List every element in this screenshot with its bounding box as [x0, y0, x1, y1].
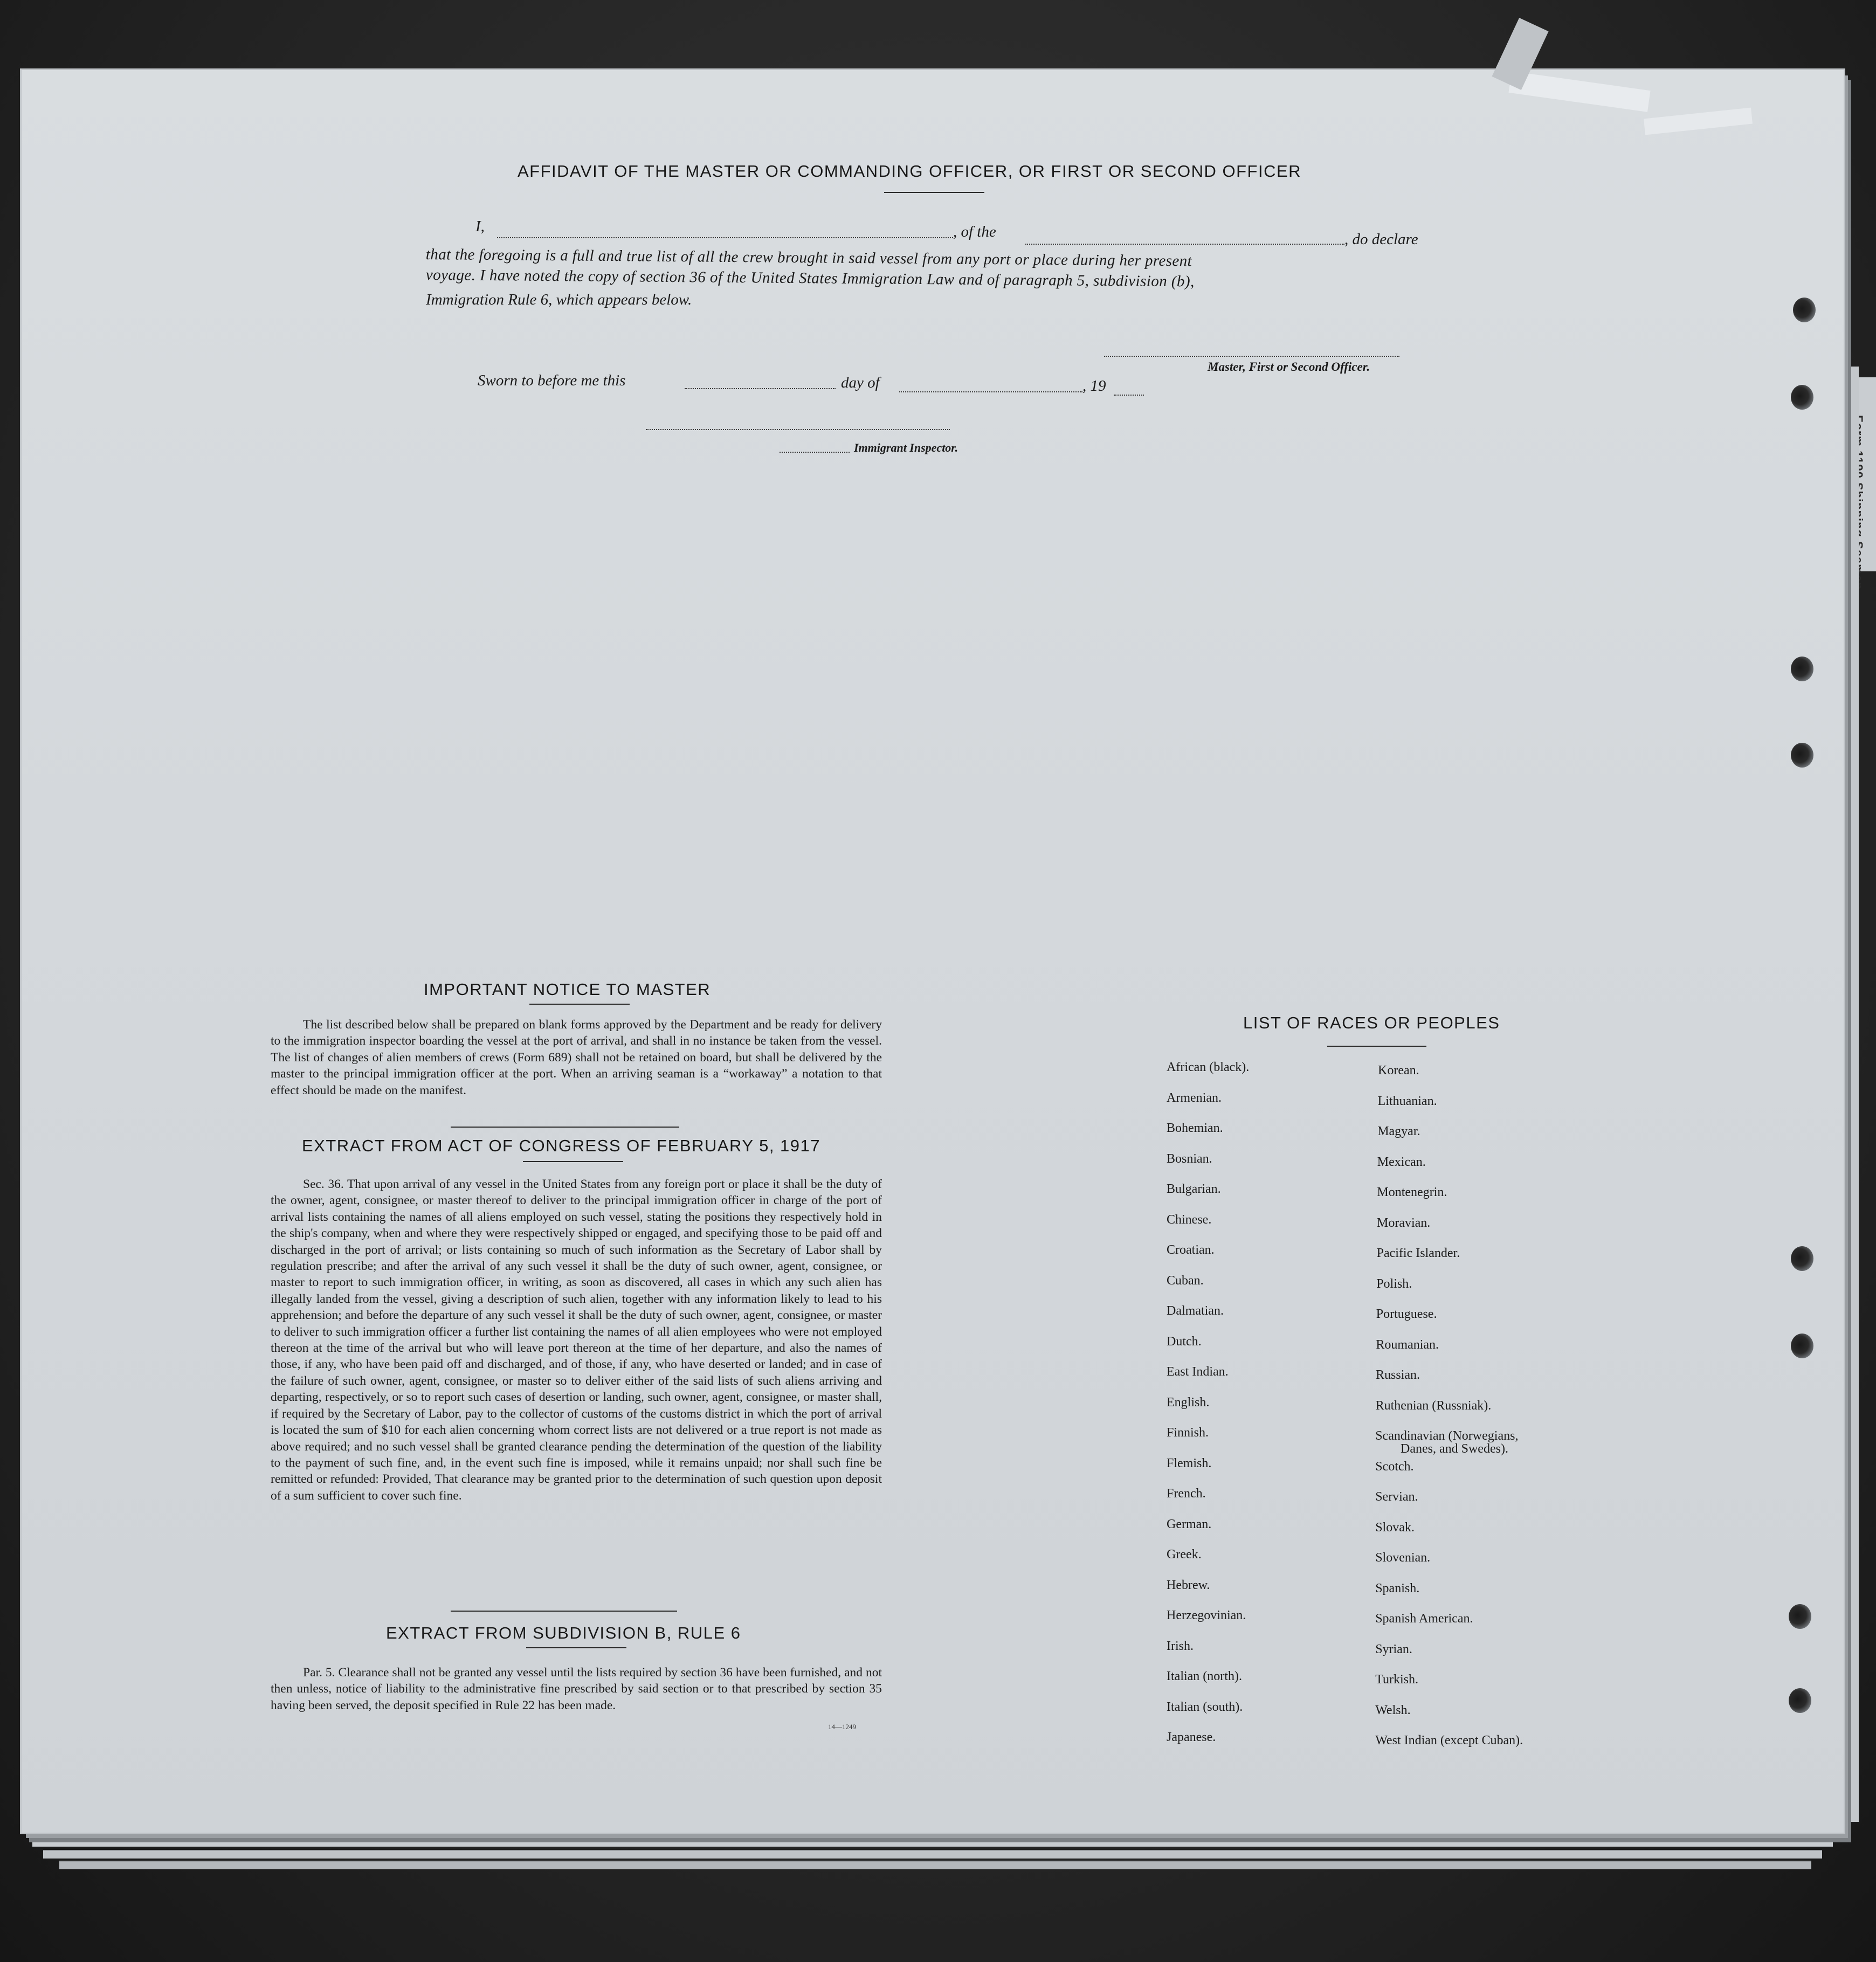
binder-hole	[1791, 657, 1813, 681]
day-of-label: day of	[841, 374, 880, 391]
race-entry: Slovenian.	[1375, 1551, 1431, 1565]
signature-blank-line	[1104, 356, 1399, 357]
race-entry: Flemish.	[1167, 1456, 1212, 1470]
binder-hole	[1791, 1246, 1813, 1271]
race-entry: Spanish.	[1375, 1581, 1420, 1595]
race-entry: German.	[1167, 1517, 1212, 1531]
race-entry: Scandinavian (Norwegians,	[1375, 1429, 1519, 1443]
race-entry: English.	[1167, 1395, 1210, 1410]
race-entry: Cuban.	[1167, 1273, 1204, 1288]
binder-hole	[1791, 385, 1813, 410]
affidavit-body-line-2: voyage. I have noted the copy of section 36 of the United States Immigration Law and of paragraph 5, subdivision (b),	[425, 266, 1195, 291]
binder-hole	[1791, 743, 1813, 768]
race-entry: Croatian.	[1167, 1243, 1215, 1257]
race-entry: Finnish.	[1167, 1426, 1209, 1440]
race-entry: Pacific Islander.	[1376, 1246, 1460, 1260]
inspector-short-line	[780, 452, 850, 453]
race-entry: Scotch.	[1375, 1459, 1414, 1474]
race-entry: African (black).	[1167, 1060, 1250, 1074]
vessel-blank-line	[1025, 244, 1344, 245]
race-entry: Syrian.	[1375, 1642, 1412, 1656]
race-entry: French.	[1167, 1487, 1206, 1501]
race-entry: Italian (north).	[1167, 1669, 1242, 1683]
race-entry: Polish.	[1376, 1276, 1412, 1291]
race-entry: Montenegrin.	[1377, 1185, 1447, 1199]
binder-hole	[1793, 298, 1816, 322]
act-title: EXTRACT FROM ACT OF CONGRESS OF FEBRUARY 5, 1917	[302, 1136, 821, 1155]
document-page	[22, 70, 1844, 1833]
name-blank-line	[497, 237, 953, 238]
act-text: Sec. 36. That upon arrival of any vessel in the United States from any foreign port or place it shall be the duty of the owner, agent, consignee, or master thereof to deliver to the principal immigration officer in charge of the port of arrival lists containing the names of all aliens employed on such vessel, stating the positions they respectively hold in the ship's company, when and where they were respectively shipped or engaged, and specifying those to be paid off and discharged in the port of arrival; or lists containing so much of such information as the Secretary of Labor shall by regulation prescribe; and after the arrival of any such vessel it shall be the duty of such owner, agent, consignee, or master to report to such immigration officer, in writing, as soon as discovered, all cases in which any such alien has illegally landed from the vessel, giving a description of such alien, together with any information likely to lead to his apprehension; and before the departure of any such vessel it shall be the duty of such owner, agent, consignee, or master to deliver to such immigration officer a further list containing the names of all alien employees who were not employed thereon at the time of the arrival but who will leave port thereon at the time of her departure, and also the names of those, if any, who have been paid off and discharged, and of those, if any, who have deserted or landed; and in case of the failure of such owner, agent, consignee, or master so to deliver either of the said lists of such aliens arriving and departing, respectively, or so to report such cases of desertion or landing, such owner, agent, consignee, or master shall, if required by the Secretary of Labor, pay to the collector of customs of the customs district in which the port of arrival is located the sum of $10 for each alien concerning whom correct lists are not delivered or a true report is not made as above required; and no such vessel shall be granted clearance pending the determination of the question of the liability to the payment of such fine, and, in the event such fine is imposed, while it remains unpaid; nor shall such fine be remitted or refunded: Provided, That clearance may be granted prior to the determination of such question upon deposit of a sum sufficient to cover such fine.	[271, 1177, 882, 1503]
race-entry: West Indian (except Cuban).	[1375, 1733, 1523, 1747]
race-entry: Italian (south).	[1167, 1700, 1243, 1714]
race-entry: Slovak.	[1375, 1520, 1415, 1535]
stacked-page-edge	[59, 1861, 1811, 1869]
notice-title-rule	[529, 1004, 630, 1005]
affidavit-of-the: , of the	[953, 223, 996, 240]
affidavit-body-line-1: that the foregoing is a full and true list of all the crew brought in said vessel from any port or place during her present	[425, 246, 1192, 270]
race-entry: Japanese.	[1167, 1730, 1216, 1744]
race-entry: Dutch.	[1167, 1334, 1202, 1349]
binder-hole	[1789, 1688, 1811, 1713]
year-blank-line	[1114, 395, 1144, 396]
affidavit-title-rule	[884, 192, 984, 193]
race-entry: Bosnian.	[1167, 1151, 1212, 1166]
inspector-signature-line	[646, 429, 950, 430]
notice-text: The list described below shall be prepared on blank forms approved by the Department and be ready for delivery to the immigration inspector boarding the vessel at the port of arrival, and shall in no instance be taken from the vessel. The list of changes of alien members of crews (Form 689) shall not be retained on board, but shall be delivered by the master to the principal immigration officer at the port. When an arriving seaman is a “workaway” a notation to that effect should be made on the manifest.	[271, 1018, 882, 1097]
race-entry-continuation: Danes, and Swedes).	[1401, 1442, 1508, 1456]
stacked-page-edge	[43, 1850, 1822, 1859]
race-entry: Korean.	[1378, 1063, 1419, 1077]
race-entry: Spanish American.	[1375, 1612, 1473, 1626]
race-entry: Portuguese.	[1376, 1307, 1437, 1321]
affidavit-body-line-3: Immigration Rule 6, which appears below.	[426, 291, 692, 308]
rule-text: Par. 5. Clearance shall not be granted any vessel until the lists required by section 36 have been furnished, and not then unless, notice of liability to the administrative fine prescribed by said section or to that prescribed by section 35 having been served, the deposit specified in Rule 22 has been made.	[271, 1666, 882, 1712]
rule-title-rule	[526, 1647, 626, 1648]
race-entry: Welsh.	[1375, 1703, 1411, 1717]
rule-title: EXTRACT FROM SUBDIVISION B, RULE 6	[386, 1624, 741, 1642]
form-number: 14—1249	[828, 1723, 856, 1731]
notice-title: IMPORTANT NOTICE TO MASTER	[424, 980, 711, 999]
races-title: LIST OF RACES OR PEOPLES	[1243, 1013, 1500, 1032]
race-entry: Servian.	[1375, 1490, 1418, 1504]
race-entry: Moravian.	[1377, 1215, 1431, 1230]
binder-hole	[1791, 1334, 1813, 1358]
races-title-rule	[1327, 1046, 1426, 1047]
race-entry: Magyar.	[1377, 1124, 1420, 1138]
race-entry: Mexican.	[1377, 1155, 1426, 1169]
race-entry: Greek.	[1167, 1548, 1202, 1562]
act-bottom-rule	[451, 1611, 677, 1612]
sworn-day-blank-line	[685, 388, 836, 389]
race-entry: Lithuanian.	[1377, 1094, 1437, 1108]
race-entry: Bulgarian.	[1167, 1182, 1221, 1196]
race-entry: East Indian.	[1167, 1365, 1229, 1379]
race-entry: Bohemian.	[1167, 1121, 1223, 1135]
stacked-page-side	[1844, 367, 1859, 1822]
year-label: , 19	[1082, 377, 1106, 395]
race-entry: Herzegovinian.	[1167, 1608, 1246, 1622]
race-entry: Dalmatian.	[1167, 1304, 1224, 1318]
stacked-page-edge	[32, 1838, 1833, 1847]
race-entry: Turkish.	[1375, 1673, 1419, 1687]
race-entry: Russian.	[1376, 1368, 1420, 1382]
race-entry: Irish.	[1167, 1639, 1194, 1653]
notice-bottom-rule	[451, 1127, 679, 1128]
race-entry: Armenian.	[1167, 1090, 1222, 1105]
inspector-label: Immigrant Inspector.	[854, 441, 958, 454]
race-entry: Chinese.	[1167, 1212, 1212, 1227]
affidavit-title: AFFIDAVIT OF THE MASTER OR COMMANDING OFFICER, OR FIRST OR SECOND OFFICER	[518, 162, 1302, 181]
affidavit-i-label: I,	[475, 218, 485, 235]
sworn-label: Sworn to before me this	[478, 372, 626, 389]
race-entry: Hebrew.	[1167, 1578, 1210, 1592]
sworn-month-blank-line	[899, 391, 1082, 392]
binder-hole	[1789, 1604, 1811, 1629]
affidavit-do-declare: , do declare	[1344, 231, 1418, 248]
act-title-rule	[523, 1161, 623, 1162]
signature-label: Master, First or Second Officer.	[1208, 360, 1370, 374]
race-entry: Roumanian.	[1376, 1337, 1439, 1352]
race-entry: Ruthenian (Russniak).	[1375, 1398, 1492, 1413]
